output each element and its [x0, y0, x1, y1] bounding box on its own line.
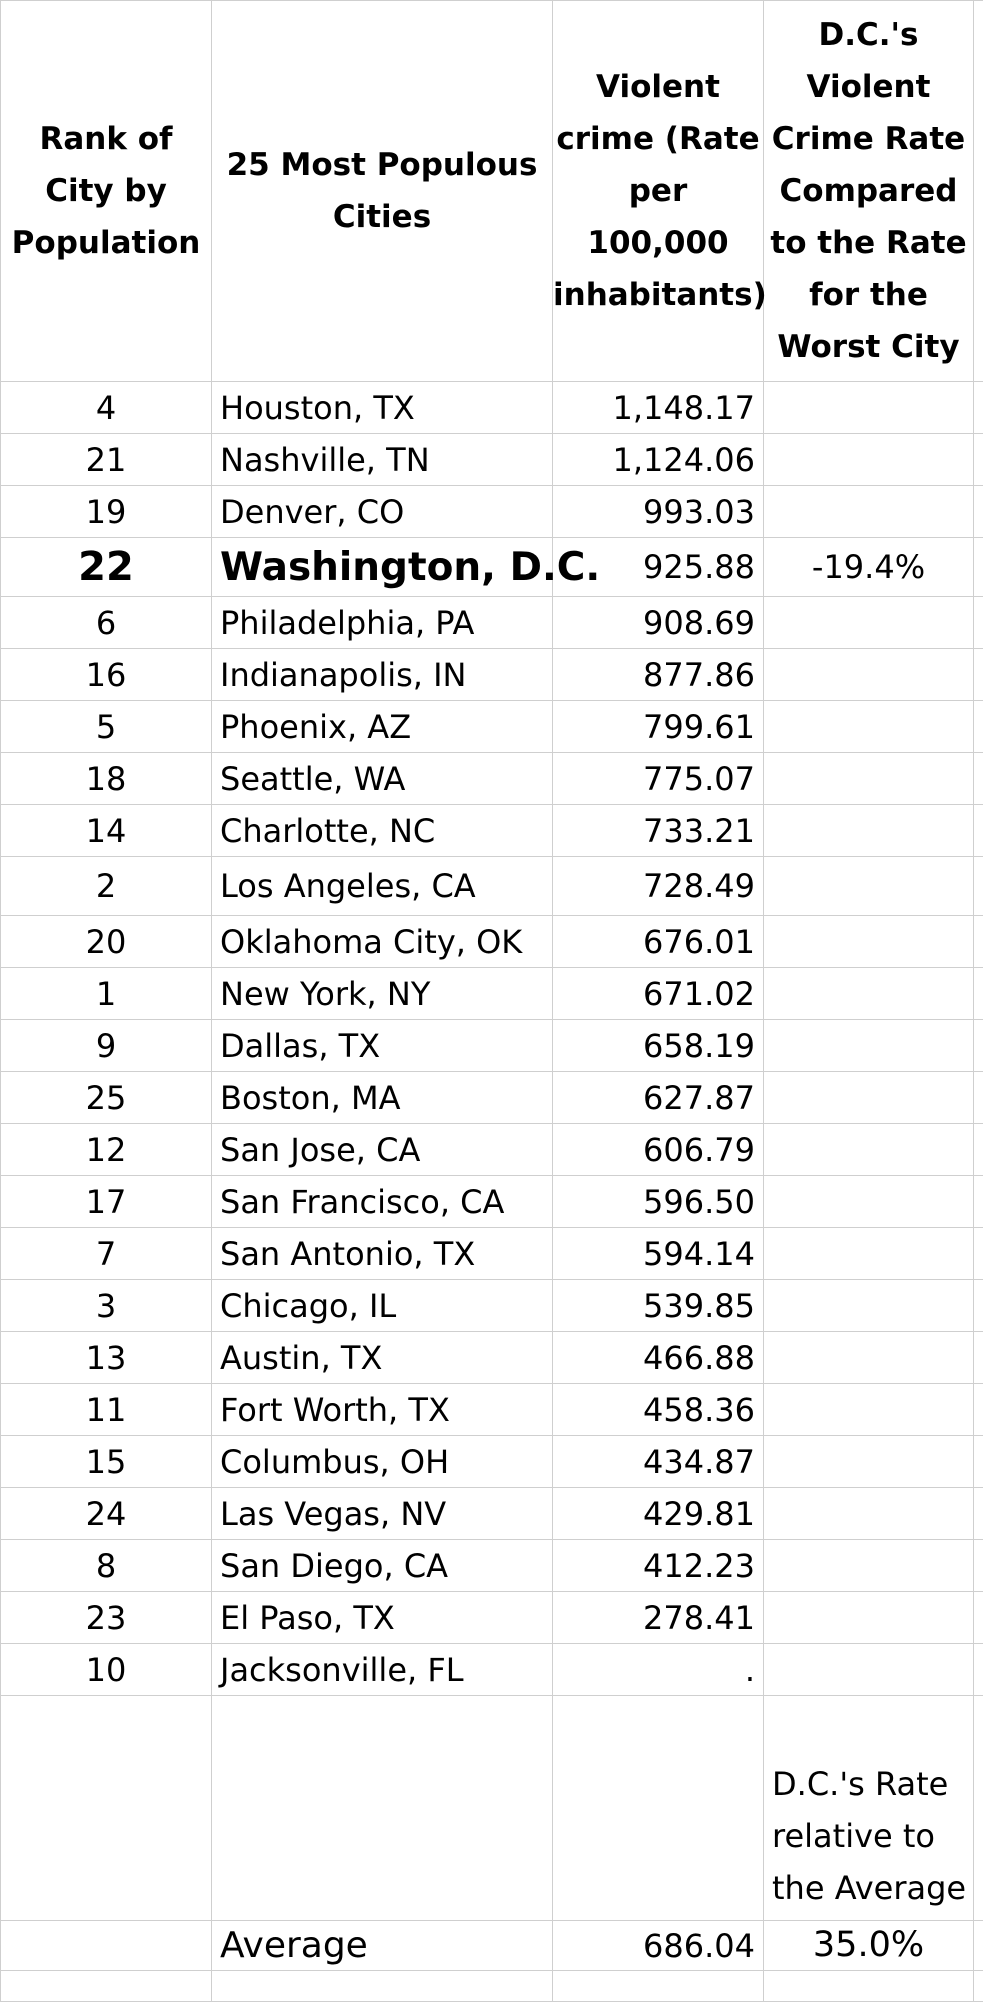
empty-cell[interactable]: [1, 1921, 212, 1971]
rate-cell[interactable]: 458.36: [553, 1384, 764, 1436]
table-row: [1, 1176, 983, 1228]
table-row: [1, 1124, 983, 1176]
header-city[interactable]: 25 Most Populous Cities: [212, 1, 553, 382]
empty-cell[interactable]: [974, 1696, 983, 1921]
empty-cell[interactable]: [553, 1696, 764, 1921]
rank-cell[interactable]: 4: [1, 382, 212, 434]
rate-cell[interactable]: 1,124.06: [553, 434, 764, 486]
rate-cell[interactable]: 799.61: [553, 701, 764, 753]
table-row: [1, 649, 983, 701]
empty-cell[interactable]: [974, 1488, 983, 1540]
table-row: [1, 597, 983, 649]
rate-cell[interactable]: .: [553, 1644, 764, 1696]
table-row: [1, 968, 983, 1020]
rank-cell[interactable]: 12: [1, 1124, 212, 1176]
city-cell[interactable]: San Francisco, CA: [212, 1176, 553, 1228]
empty-cell[interactable]: [974, 382, 983, 434]
rank-cell[interactable]: 1: [1, 968, 212, 1020]
rank-cell[interactable]: 9: [1, 1020, 212, 1072]
empty-cell[interactable]: [974, 1644, 983, 1696]
table-row: [1, 1228, 983, 1280]
empty-cell[interactable]: [974, 538, 983, 597]
rank-cell[interactable]: 24: [1, 1488, 212, 1540]
rank-cell[interactable]: 18: [1, 753, 212, 805]
header-rate[interactable]: Violent crime (Rate per 100,000 inhabitants): [553, 1, 764, 382]
rate-cell[interactable]: 925.88: [553, 538, 764, 597]
compare-cell[interactable]: [764, 434, 974, 486]
rate-cell[interactable]: 596.50: [553, 1176, 764, 1228]
rank-cell[interactable]: 23: [1, 1592, 212, 1644]
average-note[interactable]: D.C.'s Rate relative to the Average: [764, 1696, 974, 1921]
compare-cell[interactable]: [764, 1384, 974, 1436]
average-rate[interactable]: 686.04: [553, 1921, 764, 1971]
compare-cell[interactable]: [764, 1176, 974, 1228]
compare-cell[interactable]: [764, 857, 974, 916]
table-row: [1, 538, 983, 597]
city-cell[interactable]: Nashville, TN: [212, 434, 553, 486]
city-cell[interactable]: Columbus, OH: [212, 1436, 553, 1488]
compare-cell[interactable]: [764, 649, 974, 701]
rank-cell[interactable]: 2: [1, 857, 212, 916]
empty-cell[interactable]: [974, 1540, 983, 1592]
empty-cell[interactable]: [974, 805, 983, 857]
note-row: [1, 1696, 983, 1921]
empty-cell[interactable]: [974, 486, 983, 538]
rank-cell[interactable]: 16: [1, 649, 212, 701]
compare-cell[interactable]: [764, 486, 974, 538]
table-row: [1, 916, 983, 968]
rate-cell[interactable]: 429.81: [553, 1488, 764, 1540]
compare-cell[interactable]: [764, 382, 974, 434]
empty-cell[interactable]: [974, 1020, 983, 1072]
empty-cell[interactable]: [974, 1332, 983, 1384]
rate-cell[interactable]: 606.79: [553, 1124, 764, 1176]
rank-cell[interactable]: 11: [1, 1384, 212, 1436]
city-cell[interactable]: El Paso, TX: [212, 1592, 553, 1644]
table-row: [1, 1280, 983, 1332]
city-cell[interactable]: Dallas, TX: [212, 1020, 553, 1072]
city-cell[interactable]: Washington, D.C.: [212, 538, 553, 597]
compare-cell[interactable]: [764, 1436, 974, 1488]
rate-cell[interactable]: 278.41: [553, 1592, 764, 1644]
rate-cell[interactable]: 466.88: [553, 1332, 764, 1384]
rank-cell[interactable]: 15: [1, 1436, 212, 1488]
rate-cell[interactable]: 993.03: [553, 486, 764, 538]
table-row: [1, 1592, 983, 1644]
empty-cell[interactable]: [1, 1971, 212, 2002]
rank-cell[interactable]: 5: [1, 701, 212, 753]
table-row: [1, 1332, 983, 1384]
rate-cell[interactable]: 412.23: [553, 1540, 764, 1592]
rank-cell[interactable]: 14: [1, 805, 212, 857]
empty-cell[interactable]: [974, 1228, 983, 1280]
empty-cell[interactable]: [974, 701, 983, 753]
rank-cell[interactable]: 21: [1, 434, 212, 486]
empty-cell[interactable]: [974, 1, 983, 382]
rate-cell[interactable]: 434.87: [553, 1436, 764, 1488]
compare-cell[interactable]: [764, 1228, 974, 1280]
rank-cell[interactable]: 6: [1, 597, 212, 649]
rate-cell[interactable]: 671.02: [553, 968, 764, 1020]
rate-cell[interactable]: 676.01: [553, 916, 764, 968]
average-row: [1, 1921, 983, 1971]
rank-cell[interactable]: 3: [1, 1280, 212, 1332]
city-cell[interactable]: Denver, CO: [212, 486, 553, 538]
compare-cell[interactable]: [764, 1644, 974, 1696]
compare-cell[interactable]: [764, 701, 974, 753]
compare-cell[interactable]: [764, 1592, 974, 1644]
compare-cell[interactable]: [764, 805, 974, 857]
city-cell[interactable]: San Jose, CA: [212, 1124, 553, 1176]
empty-cell[interactable]: [974, 649, 983, 701]
city-cell[interactable]: Houston, TX: [212, 382, 553, 434]
compare-cell[interactable]: [764, 1280, 974, 1332]
compare-cell[interactable]: [764, 968, 974, 1020]
header-rank[interactable]: Rank of City by Population: [1, 1, 212, 382]
empty-row: [1, 1971, 983, 2002]
table-row: [1, 1384, 983, 1436]
compare-cell[interactable]: [764, 916, 974, 968]
table-row: [1, 1488, 983, 1540]
city-cell[interactable]: New York, NY: [212, 968, 553, 1020]
rank-cell[interactable]: 22: [1, 538, 212, 597]
rate-cell[interactable]: 908.69: [553, 597, 764, 649]
empty-cell[interactable]: [553, 1971, 764, 2002]
empty-cell[interactable]: [974, 857, 983, 916]
compare-cell[interactable]: [764, 1072, 974, 1124]
table-row: [1, 434, 983, 486]
table-row: [1, 382, 983, 434]
empty-cell[interactable]: [974, 1592, 983, 1644]
table-row: [1, 857, 983, 916]
city-cell[interactable]: San Diego, CA: [212, 1540, 553, 1592]
rank-cell[interactable]: 8: [1, 1540, 212, 1592]
compare-cell[interactable]: [764, 1124, 974, 1176]
city-cell[interactable]: Seattle, WA: [212, 753, 553, 805]
rate-cell[interactable]: 658.19: [553, 1020, 764, 1072]
rate-cell[interactable]: 627.87: [553, 1072, 764, 1124]
empty-cell[interactable]: [974, 968, 983, 1020]
table-row: [1, 701, 983, 753]
table-row: [1, 1020, 983, 1072]
table-row: [1, 805, 983, 857]
city-cell[interactable]: Austin, TX: [212, 1332, 553, 1384]
empty-cell[interactable]: [974, 1384, 983, 1436]
table-row: [1, 1072, 983, 1124]
rate-cell[interactable]: 775.07: [553, 753, 764, 805]
rank-cell[interactable]: 10: [1, 1644, 212, 1696]
city-cell[interactable]: Los Angeles, CA: [212, 857, 553, 916]
city-cell[interactable]: Las Vegas, NV: [212, 1488, 553, 1540]
city-cell[interactable]: Jacksonville, FL: [212, 1644, 553, 1696]
empty-cell[interactable]: [974, 1072, 983, 1124]
city-cell[interactable]: Boston, MA: [212, 1072, 553, 1124]
empty-cell[interactable]: [974, 1124, 983, 1176]
rate-cell[interactable]: 728.49: [553, 857, 764, 916]
empty-cell[interactable]: [974, 753, 983, 805]
rate-cell[interactable]: 733.21: [553, 805, 764, 857]
city-cell[interactable]: Fort Worth, TX: [212, 1384, 553, 1436]
rank-cell[interactable]: 13: [1, 1332, 212, 1384]
empty-cell[interactable]: [974, 1176, 983, 1228]
empty-cell[interactable]: [974, 1280, 983, 1332]
city-cell[interactable]: Philadelphia, PA: [212, 597, 553, 649]
table-row: [1, 486, 983, 538]
rate-cell[interactable]: 877.86: [553, 649, 764, 701]
city-cell[interactable]: Charlotte, NC: [212, 805, 553, 857]
empty-cell[interactable]: [974, 434, 983, 486]
compare-cell[interactable]: [764, 1020, 974, 1072]
compare-cell[interactable]: [764, 1540, 974, 1592]
rate-cell[interactable]: 539.85: [553, 1280, 764, 1332]
rank-cell[interactable]: 20: [1, 916, 212, 968]
rank-cell[interactable]: 17: [1, 1176, 212, 1228]
compare-cell[interactable]: -19.4%: [764, 538, 974, 597]
rate-cell[interactable]: 594.14: [553, 1228, 764, 1280]
empty-cell[interactable]: [974, 1921, 983, 1971]
compare-cell[interactable]: [764, 597, 974, 649]
empty-cell[interactable]: [212, 1696, 553, 1921]
compare-cell[interactable]: [764, 1332, 974, 1384]
rank-cell[interactable]: 25: [1, 1072, 212, 1124]
city-cell[interactable]: San Antonio, TX: [212, 1228, 553, 1280]
table-row: [1, 1436, 983, 1488]
empty-cell[interactable]: [974, 916, 983, 968]
compare-cell[interactable]: [764, 1488, 974, 1540]
city-cell[interactable]: Chicago, IL: [212, 1280, 553, 1332]
empty-cell[interactable]: [974, 1971, 983, 2002]
table-row: [1, 1644, 983, 1696]
header-compare[interactable]: D.C.'s Violent Crime Rate Compared to the Rate for the Worst City: [764, 1, 974, 382]
table-row: [1, 753, 983, 805]
rank-cell[interactable]: 7: [1, 1228, 212, 1280]
average-label[interactable]: Average: [212, 1921, 553, 1971]
empty-cell[interactable]: [212, 1971, 553, 2002]
city-cell[interactable]: Oklahoma City, OK: [212, 916, 553, 968]
average-compare[interactable]: 35.0%: [764, 1921, 974, 1971]
table-row: [1, 1540, 983, 1592]
empty-cell[interactable]: [974, 1436, 983, 1488]
rate-cell[interactable]: 1,148.17: [553, 382, 764, 434]
empty-cell[interactable]: [1, 1696, 212, 1921]
header-row: [1, 1, 983, 382]
empty-cell[interactable]: [764, 1971, 974, 2002]
compare-cell[interactable]: [764, 753, 974, 805]
city-cell[interactable]: Phoenix, AZ: [212, 701, 553, 753]
rank-cell[interactable]: 19: [1, 486, 212, 538]
city-cell[interactable]: Indianapolis, IN: [212, 649, 553, 701]
empty-cell[interactable]: [974, 597, 983, 649]
